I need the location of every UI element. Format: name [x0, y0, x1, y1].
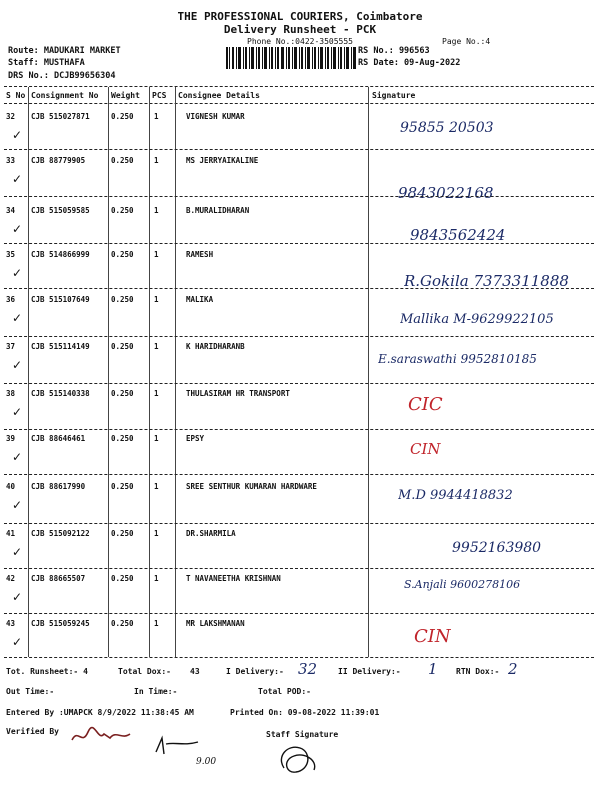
ii-delivery-label: II Delivery:- — [338, 667, 401, 676]
row-pcs: 1 — [154, 529, 159, 538]
row-consignee: SREE SENTHUR KUMARAN HARDWARE — [186, 482, 317, 491]
row-sno: 34 — [6, 206, 16, 215]
col-signature: Signature — [372, 91, 416, 100]
row-consignee: EPSY — [186, 434, 205, 443]
row-consignment-no: CJB 88665507 — [31, 574, 86, 583]
i-delivery-value: 32 — [298, 660, 318, 678]
row-pcs: 1 — [154, 389, 159, 398]
row-consignment-no: CJB 515107649 — [31, 295, 90, 304]
row-sno: 35 — [6, 250, 16, 259]
row-consignment-no: CJB 515140338 — [31, 389, 90, 398]
table-header-rule — [4, 103, 594, 104]
check-mark-icon: ✓ — [12, 266, 23, 280]
total-runsheet: Tot. Runsheet:- 4 — [6, 667, 88, 676]
phone-number: Phone No.:0422-3505555 — [247, 37, 353, 46]
rs-number: RS No.: 996563 — [358, 46, 430, 56]
row-weight: 0.250 — [111, 389, 134, 398]
col-sno: S No — [6, 91, 26, 100]
check-mark-icon: ✓ — [12, 358, 23, 372]
check-mark-icon: ✓ — [12, 222, 23, 236]
row-consignment-no: CJB 88779905 — [31, 156, 86, 165]
row-signature: 9843562424 — [410, 226, 506, 244]
row-consignment-no: CJB 514866999 — [31, 250, 90, 259]
rtn-dox-label: RTN Dox:- — [456, 667, 500, 676]
row-signature: CIN — [410, 440, 441, 458]
col-pcs: PCS — [152, 91, 167, 100]
i-delivery-label: I Delivery:- — [226, 667, 284, 676]
row-divider — [4, 568, 594, 569]
col-weight: Weight — [111, 91, 140, 100]
row-pcs: 1 — [154, 574, 159, 583]
table-bottom-rule — [4, 657, 594, 658]
row-divider — [4, 613, 594, 614]
row-sno: 41 — [6, 529, 16, 538]
check-mark-icon: ✓ — [12, 498, 23, 512]
row-sno: 40 — [6, 482, 16, 491]
row-pcs: 1 — [154, 295, 159, 304]
row-pcs: 1 — [154, 156, 159, 165]
col-consignment: Consignment No — [31, 91, 99, 100]
row-divider — [4, 383, 594, 384]
total-pod: Total POD:- — [258, 687, 311, 696]
row-weight: 0.250 — [111, 619, 134, 628]
page-number: Page No.:4 — [442, 37, 491, 46]
row-weight: 0.250 — [111, 206, 134, 215]
row-divider — [4, 196, 594, 197]
row-divider — [4, 474, 594, 475]
table-top-rule — [4, 86, 594, 87]
rs-date: RS Date: 09-Aug-2022 — [358, 58, 461, 68]
staff-signature — [270, 738, 330, 780]
row-signature: R.Gokila 7373311888 — [404, 272, 569, 290]
verified-by: Verified By — [6, 727, 59, 736]
row-pcs: 1 — [154, 206, 159, 215]
row-sno: 32 — [6, 112, 16, 121]
check-mark-icon: ✓ — [12, 635, 23, 649]
check-mark-icon: ✓ — [12, 545, 23, 559]
row-consignee: MR LAKSHMANAN — [186, 619, 245, 628]
row-signature: S.Anjali 9600278106 — [404, 578, 521, 591]
row-weight: 0.250 — [111, 482, 134, 491]
col-divider — [28, 87, 29, 657]
row-sno: 37 — [6, 342, 16, 351]
check-mark-icon: ✓ — [12, 311, 23, 325]
row-divider — [4, 243, 594, 244]
row-weight: 0.250 — [111, 112, 134, 121]
row-divider — [4, 429, 594, 430]
row-consignee: MALIKA — [186, 295, 214, 304]
row-consignment-no: CJB 515059585 — [31, 206, 90, 215]
col-divider — [368, 87, 369, 657]
row-pcs: 1 — [154, 342, 159, 351]
row-consignee: RAMESH — [186, 250, 214, 259]
row-signature: CIC — [408, 394, 443, 415]
row-consignment-no: CJB 515092122 — [31, 529, 90, 538]
row-pcs: 1 — [154, 619, 159, 628]
row-consignee: DR.SHARMILA — [186, 529, 236, 538]
col-divider — [175, 87, 176, 657]
col-consignee: Consignee Details — [178, 91, 260, 100]
row-consignee: MS JERRYAIKALINE — [186, 156, 259, 165]
runsheet-subtitle: Delivery Runsheet - PCK — [223, 23, 377, 36]
check-mark-icon: ✓ — [12, 450, 23, 464]
row-weight: 0.250 — [111, 434, 134, 443]
row-consignment-no: CJB 515027871 — [31, 112, 90, 121]
staff-signature-label: Staff Signature — [266, 730, 339, 739]
row-signature: Mallika M-9629922105 — [400, 312, 554, 327]
row-weight: 0.250 — [111, 156, 134, 165]
out-time: Out Time:- — [6, 687, 55, 696]
check-mark-icon: ✓ — [12, 172, 23, 186]
check-mark-icon: ✓ — [12, 128, 23, 142]
in-time: In Time:- — [134, 687, 178, 696]
entered-by: Entered By :UMAPCK 8/9/2022 11:38:45 AM — [6, 708, 194, 717]
row-sno: 43 — [6, 619, 16, 628]
runsheet-title: THE PROFESSIONAL COURIERS, Coimbatore — [177, 10, 423, 23]
drs-number: DRS No.: DCJB99656304 — [8, 71, 116, 81]
row-consignment-no: CJB 88646461 — [31, 434, 86, 443]
row-weight: 0.250 — [111, 295, 134, 304]
row-signature: 9952163980 — [452, 540, 542, 556]
row-signature: E.saraswathi 9952810185 — [378, 352, 537, 366]
row-signature: CIN — [414, 626, 451, 647]
barcode-icon — [226, 47, 356, 69]
row-consignment-no: CJB 88617990 — [31, 482, 86, 491]
row-signature: 9843022168 — [398, 184, 494, 202]
row-pcs: 1 — [154, 250, 159, 259]
row-weight: 0.250 — [111, 574, 134, 583]
col-divider — [149, 87, 150, 657]
row-consignee: K HARIDHARANB — [186, 342, 245, 351]
row-sno: 39 — [6, 434, 16, 443]
row-pcs: 1 — [154, 434, 159, 443]
row-consignee: B.MURALIDHARAN — [186, 206, 250, 215]
ii-delivery-value: 1 — [428, 660, 438, 678]
row-signature: 95855 20503 — [400, 120, 494, 136]
row-consignment-no: CJB 515059245 — [31, 619, 90, 628]
row-divider — [4, 288, 594, 289]
row-weight: 0.250 — [111, 342, 134, 351]
staff-label: Staff: MUSTHAFA — [8, 58, 85, 68]
row-sno: 33 — [6, 156, 16, 165]
check-mark-icon: ✓ — [12, 590, 23, 604]
row-divider — [4, 149, 594, 150]
row-sno: 36 — [6, 295, 16, 304]
check-mark-icon: ✓ — [12, 405, 23, 419]
total-dox-label: Total Dox:- — [118, 667, 171, 676]
row-sno: 42 — [6, 574, 16, 583]
row-consignee: VIGNESH KUMAR — [186, 112, 245, 121]
rtn-dox-value: 2 — [508, 660, 518, 678]
row-pcs: 1 — [154, 112, 159, 121]
row-weight: 0.250 — [111, 529, 134, 538]
route-label: Route: MADUKARI MARKET — [8, 46, 121, 56]
printed-on: Printed On: 09-08-2022 11:39:01 — [230, 708, 380, 717]
row-signature: M.D 9944418832 — [398, 488, 513, 503]
row-consignee: T NAVANEETHA KRISHNAN — [186, 574, 281, 583]
row-divider — [4, 523, 594, 524]
row-divider — [4, 336, 594, 337]
row-pcs: 1 — [154, 482, 159, 491]
row-consignee: THULASIRAM HR TRANSPORT — [186, 389, 290, 398]
row-weight: 0.250 — [111, 250, 134, 259]
row-sno: 38 — [6, 389, 16, 398]
total-dox-value: 43 — [190, 667, 200, 676]
time-note: 9.00 — [196, 757, 217, 767]
manager-signature — [150, 730, 220, 760]
col-divider — [108, 87, 109, 657]
verifier-signature — [64, 720, 144, 750]
row-consignment-no: CJB 515114149 — [31, 342, 90, 351]
